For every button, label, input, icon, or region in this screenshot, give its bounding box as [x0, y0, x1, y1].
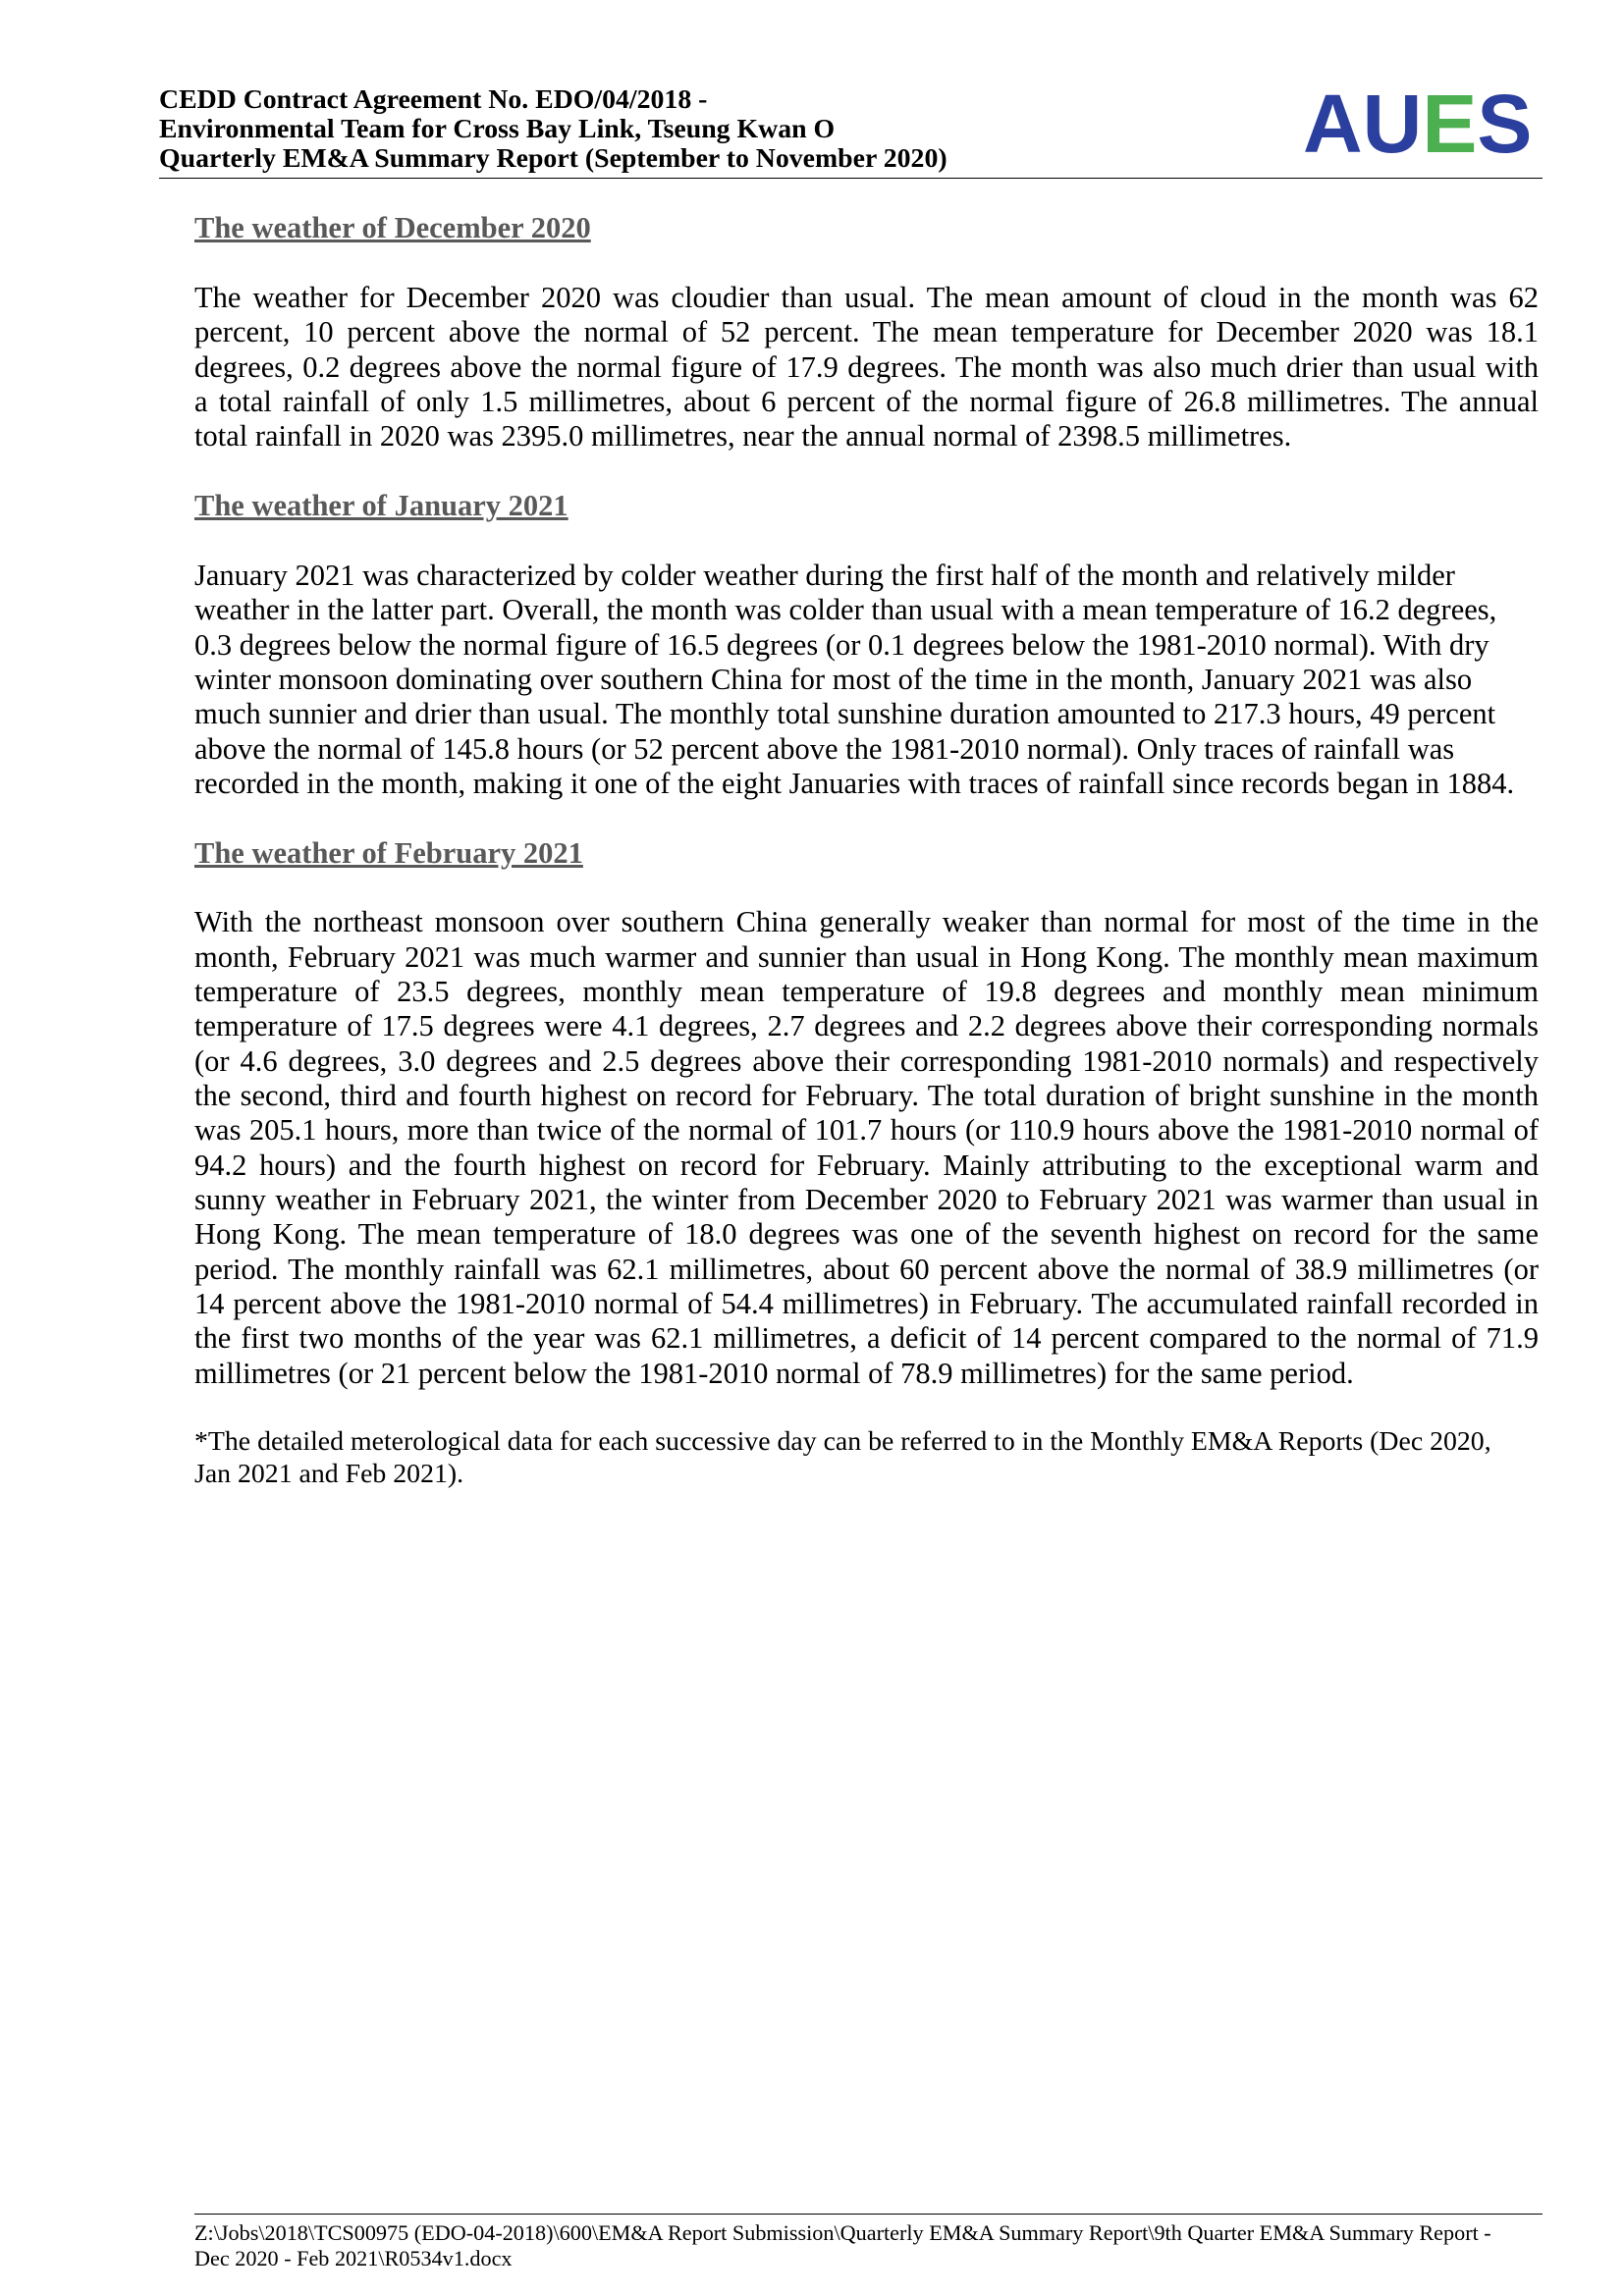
- paragraph-line: month, February 2021 was much warmer and sunnier than usual in Hong Kong. The monthly mean maximum: [194, 939, 1539, 974]
- paragraph-line: temperature of 17.5 degrees were 4.1 degrees, 2.7 degrees and 2.2 degrees above their corresponding normals: [194, 1009, 1539, 1043]
- paragraph-line: degrees, 0.2 degrees above the normal figure of 17.9 degrees. The month was also much drier than usual with: [194, 349, 1539, 384]
- header-contract-line: CEDD Contract Agreement No. EDO/04/2018 -: [159, 84, 708, 115]
- paragraph-january-weather: [194, 559, 1539, 801]
- paragraph-february-weather: [194, 905, 1539, 1391]
- paragraph-line: (or 4.6 degrees, 3.0 degrees and 2.5 degrees above their corresponding 1981-2010 normals) and respectively: [194, 1043, 1539, 1078]
- paragraph-line: 14 percent above the 1981-2010 normal of 54.4 millimetres) in February. The accumulated rainfall recorded in: [194, 1287, 1539, 1321]
- paragraph-line: With the northeast monsoon over southern China generally weaker than normal for most of the time in the: [194, 905, 1539, 939]
- section-heading-january: The weather of January 2021: [194, 489, 568, 523]
- paragraph-line: total rainfall in 2020 was 2395.0 millimetres, near the annual normal of 2398.5 millimetres.: [194, 419, 1292, 454]
- footnote-line: Jan 2021 and Feb 2021).: [194, 1459, 464, 1490]
- paragraph-line: weather in the latter part. Overall, the month was colder than usual with a mean temperature of 16.2 degrees,: [194, 593, 1497, 627]
- footnote-line: *The detailed meterological data for each successive day can be referred to in the Monthly EM&A Reports (Dec 2020,: [194, 1426, 1491, 1458]
- paragraph-line: above the normal of 145.8 hours (or 52 percent above the 1981-2010 normal). Only traces of rainfall was: [194, 731, 1455, 766]
- paragraph-line: The weather for December 2020 was cloudier than usual. The mean amount of cloud in the month was 62: [194, 281, 1539, 315]
- paragraph-line: sunny weather in February 2021, the winter from December 2020 to February 2021 was warmer than usual in: [194, 1183, 1539, 1217]
- logo-letter-s: S: [1477, 78, 1533, 170]
- paragraph-line: Hong Kong. The mean temperature of 18.0 degrees was one of the seventh highest on record for the same: [194, 1217, 1539, 1252]
- paragraph-line: January 2021 was characterized by colder weather during the first half of the month and relatively milder: [194, 558, 1455, 592]
- paragraph-line: temperature of 23.5 degrees, monthly mean temperature of 19.8 degrees and monthly mean minimum: [194, 974, 1539, 1008]
- footnote: [194, 1425, 1539, 1490]
- section-heading-december: The weather of December 2020: [194, 211, 591, 245]
- paragraph-line: 94.2 hours) and the fourth highest on record for February. Mainly attributing to the exceptional warm and: [194, 1148, 1539, 1182]
- section-heading-february: The weather of February 2021: [194, 835, 583, 870]
- header-team-line: Environmental Team for Cross Bay Link, Tseung Kwan O: [159, 114, 836, 145]
- logo-letters-au: AU: [1303, 78, 1423, 170]
- aues-logo: [1303, 78, 1533, 170]
- paragraph-line: 0.3 degrees below the normal figure of 16.5 degrees (or 0.1 degrees below the 1981-2010 normal). With dry: [194, 627, 1489, 662]
- footer-file-path: [194, 2220, 1491, 2270]
- paragraph-line: was 205.1 hours, more than twice of the normal of 101.7 hours (or 110.9 hours above the 1981-2010 normal of: [194, 1113, 1539, 1148]
- header-divider: [159, 178, 1543, 179]
- report-body: [194, 211, 1539, 1490]
- paragraph-line: winter monsoon dominating over southern China for most of the time in the month, January 2021 was also: [194, 662, 1473, 696]
- paragraph-line: percent, 10 percent above the normal of 52 percent. The mean temperature for December 2020 was 18.1: [194, 315, 1539, 349]
- paragraph-line: millimetres (or 21 percent below the 1981-2010 normal of 78.9 millimetres) for the same period.: [194, 1356, 1354, 1390]
- report-header: [159, 85, 947, 174]
- footer-path-line: Dec 2020 - Feb 2021\R0534v1.docx: [194, 2245, 513, 2270]
- footer-path-line: Z:\Jobs\2018\TCS00975 (EDO-04-2018)\600\EM&A Report Submission\Quarterly EM&A Summary Report\9th Quarter EM&A Summary Report -: [194, 2220, 1491, 2245]
- footer-divider: [194, 2214, 1543, 2215]
- paragraph-line: recorded in the month, making it one of the eight Januaries with traces of rainfall since records began in 1884.: [194, 766, 1515, 800]
- paragraph-line: much sunnier and drier than usual. The monthly total sunshine duration amounted to 217.3 hours, 49 percent: [194, 697, 1496, 731]
- paragraph-line: the second, third and fourth highest on record for February. The total duration of bright sunshine in the month: [194, 1078, 1539, 1112]
- paragraph-line: the first two months of the year was 62.1 millimetres, a deficit of 14 percent compared to the normal of 71.9: [194, 1321, 1539, 1356]
- paragraph-december-weather: [194, 281, 1539, 454]
- paragraph-line: period. The monthly rainfall was 62.1 millimetres, about 60 percent above the normal of 38.9 millimetres (or: [194, 1252, 1539, 1286]
- logo-letter-e: E: [1422, 78, 1478, 170]
- paragraph-line: a total rainfall of only 1.5 millimetres, about 6 percent of the normal figure of 26.8 millimetres. The annual: [194, 385, 1539, 419]
- header-report-title-line: Quarterly EM&A Summary Report (September to November 2020): [159, 143, 947, 175]
